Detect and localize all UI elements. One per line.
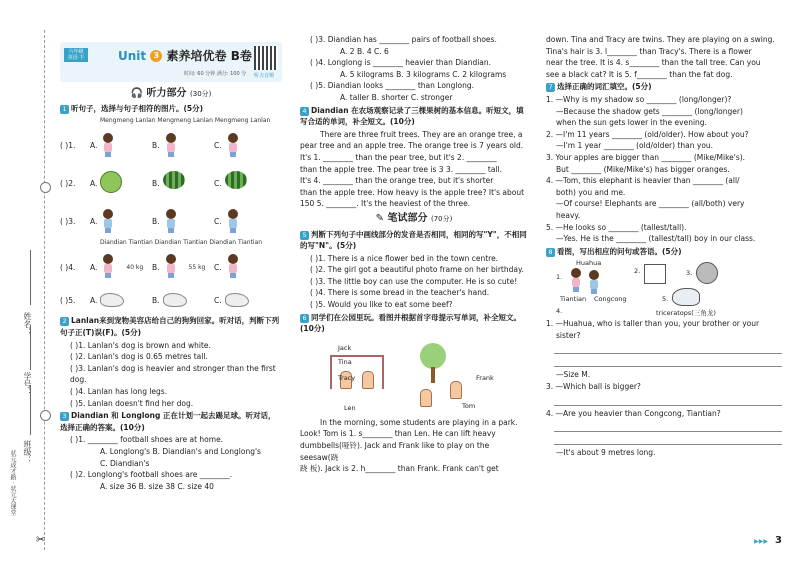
girls-picture-icon (100, 133, 116, 157)
answer-slot[interactable]: ( )1. (60, 140, 76, 150)
picture-names: Diandian Tiantian Diandian Tiantian Diandian Tiantian (100, 238, 263, 246)
option-label: B. (152, 262, 160, 272)
choice-option[interactable]: B. Diandian's and Longlong's (152, 446, 261, 456)
tf-item[interactable]: ( )1. Lanlan's dog is brown and white. (70, 340, 211, 350)
fill-item[interactable]: 5. —He looks so ________ (tallest/tall). (546, 222, 687, 232)
choice-option[interactable]: C. 6 (374, 46, 389, 56)
passage-line[interactable]: It's 1. ________ than the pear tree, but it's 2. ________ (300, 152, 497, 162)
choice-option[interactable]: B. size 38 (138, 481, 176, 491)
passage-line: dumbbells(哑铃). Jack and Frank like to play on the seesaw(跷 (300, 441, 490, 462)
answer-slot[interactable]: ( )3. (60, 216, 76, 226)
name-label: 姓名： (23, 312, 32, 336)
qa-line: —Size M. (556, 370, 591, 380)
choice-item[interactable]: ( )3. Diandian has ________ pairs of football shoes. (310, 35, 497, 44)
option-label: B. (152, 216, 160, 226)
choice-item[interactable]: ( )4. Longlong is ________ heavier than Diandian. (310, 58, 492, 68)
exam-variant: B卷 (230, 49, 252, 63)
choice-option[interactable]: C. stronger (410, 92, 453, 102)
question-heading: Lanlan来到宠物美容店给自己的狗狗回家。听对话，判断下列句子正(T)误(F)。(5分) (60, 316, 280, 337)
fill-item[interactable]: —Because the shadow gets ________ (long/longer) (556, 106, 743, 116)
written-title: ✎ 笔试部分 (70分) (375, 212, 453, 224)
picture-names: Mengmeng Lanlan Mengmeng Lanlan Mengmeng Lanlan (100, 117, 271, 125)
written-score: (70分) (430, 214, 453, 223)
passage-line[interactable]: 跷 板). Jack is 2. h________ than Frank. Frank can't get (300, 464, 499, 474)
tree-icon (420, 343, 446, 369)
class-label: 班级： (23, 440, 32, 464)
answer-line[interactable] (554, 343, 782, 354)
qa-line: 3. —Which ball is bigger? (546, 382, 641, 392)
binding-gutter (0, 0, 60, 569)
yn-item[interactable]: ( )1. There is a nice flower bed in the town centre. (310, 253, 499, 263)
scissors-icon: ✂ (36, 533, 46, 546)
answer-line[interactable] (554, 356, 782, 367)
page-arrows-icon: ▶▶▶ (754, 538, 768, 545)
exam-title: 素养培优卷 (166, 49, 227, 63)
ill-label: 1. (556, 273, 563, 282)
choice-option[interactable]: A. 2 (340, 46, 355, 56)
picture-row (60, 203, 282, 241)
answer-slot[interactable]: ( )2. (60, 178, 76, 188)
fill-item: both) you and me. (556, 187, 626, 197)
choice-option[interactable]: B. shorter (371, 92, 409, 102)
tf-item[interactable]: ( )3. Lanlan's dog is heavier and stronger than the first dog. (70, 363, 276, 385)
picture-row (60, 127, 282, 165)
park-label: Frank (476, 373, 494, 382)
fill-item[interactable]: 1. —Why is my shadow so ________ (long/longer)? (546, 94, 732, 104)
choice-item[interactable]: ( )5. Diandian looks ________ than Longlong. (310, 81, 474, 91)
qr-note: 听力音频 (254, 73, 275, 79)
option-label: C. (214, 262, 222, 272)
binding-hole (40, 410, 51, 421)
watermelon-icon (225, 171, 247, 189)
tf-item[interactable]: ( )2. Lanlan's dog is 0.65 metres tall. (70, 352, 208, 362)
ill-label: Huahua (576, 259, 602, 268)
unit-title (118, 47, 252, 64)
fill-item: when the sun gets lower in the evening. (556, 118, 707, 128)
ill-label: 4. (556, 307, 563, 316)
q8-illustration (546, 258, 782, 318)
answer-line[interactable] (554, 434, 782, 445)
fill-item[interactable]: —Of course! Elephants are ________ (all/both) very (556, 199, 745, 209)
choice-option[interactable]: B. 4 (356, 46, 372, 56)
park-label: Jack (338, 343, 352, 352)
option-label: B. (152, 295, 160, 305)
passage-line[interactable]: than the apple tree. The pear tree is 3 3. ________ tall. (300, 164, 502, 174)
picture-row (60, 286, 282, 314)
ill-label: 3. (686, 269, 693, 278)
passage-line[interactable]: near the tree. It is 4. s________ than the tall tree. Can you (546, 58, 761, 68)
page-number: 3 (775, 535, 782, 546)
passage-line: In the morning, some students are playing in a park. (320, 417, 518, 427)
triceratops-icon (672, 288, 700, 306)
qa-line: 4. —Are you heavier than Congcong, Tiantian? (546, 408, 721, 418)
question-number: 4 (300, 107, 309, 116)
choice-options (60, 446, 282, 458)
number-line (30, 325, 31, 370)
answer-line[interactable] (554, 421, 782, 432)
choice-options (60, 481, 282, 493)
tshirt-icon (644, 264, 666, 284)
yn-item[interactable]: ( )2. The girl got a beautiful photo frame on her birthday. (310, 265, 524, 275)
class-line (30, 385, 31, 435)
ill-label: Congcong (594, 295, 627, 304)
shoes-icon (163, 293, 187, 307)
choice-option[interactable]: A. taller (340, 92, 370, 102)
passage-line: down. Tina and Tracy are twins. They are playing on a swing. (546, 35, 775, 44)
name-line (30, 250, 31, 305)
child-icon (100, 254, 116, 278)
number-label: 学号： (23, 372, 32, 396)
passage-line[interactable]: see a black cat? It is 5. f________ than the fat dog. (546, 69, 733, 79)
fill-item[interactable]: —I'm 1 year ________ (old/older) than you. (556, 141, 714, 151)
watermelon-icon (163, 171, 185, 189)
choice-item[interactable]: ( )1. ________ football shoes are at home. (70, 435, 224, 445)
answer-slot[interactable]: ( )5. (60, 295, 76, 305)
passage-line[interactable]: Look! Tom is 1. s________ than Len. He can lift heavy (300, 429, 496, 439)
option-label: A. (90, 262, 98, 272)
choice-item[interactable]: ( )2. Longlong's football shoes are ________. (70, 470, 233, 480)
park-label: Len (344, 403, 356, 412)
choice-option[interactable]: B. 3 kilograms (396, 69, 450, 79)
choice-options (300, 69, 528, 81)
choice-option[interactable]: C. 2 kilograms (452, 69, 507, 79)
cut-line (44, 30, 45, 550)
question-number: 5 (300, 231, 309, 240)
passage-line: pear tree and an apple tree. The orange tree is 7 years old. (300, 141, 524, 151)
ill-label: 2. (634, 267, 641, 276)
ill-label: Tiantian (560, 295, 587, 304)
question-heading: 判断下列句子中画线部分的发音是否相同，相同的写"Y"，不相同的写"N"。(5分) (300, 229, 527, 251)
question-number: 8 (546, 248, 555, 257)
unit-number: 3 (150, 50, 162, 62)
fill-item[interactable]: 2. —I'm 11 years ________ (old/older). How about you? (546, 129, 749, 139)
weight-label: 55 kg (188, 263, 206, 271)
question-number: 1 (60, 105, 69, 114)
written-title-text: 笔试部分 (387, 212, 428, 224)
boy-girl-icon (100, 209, 116, 233)
picture-row (60, 165, 282, 203)
park-label: Tracy (338, 373, 356, 382)
girls-picture-icon (163, 133, 179, 157)
choice-options (300, 46, 528, 58)
column-3 (546, 34, 782, 459)
choice-option[interactable]: A. 5 kilograms (340, 69, 394, 79)
choice-option[interactable]: C. size 40 (177, 481, 214, 491)
yn-item[interactable]: ( )4. There is some bread in the teacher's hand. (310, 288, 490, 298)
question-number: 6 (300, 314, 309, 323)
choice-option[interactable]: A. Longlong's (100, 446, 151, 456)
option-label: A. (90, 140, 98, 150)
qa-line: 1. —Huahua, who is taller than you, your brother or your (546, 319, 760, 329)
question-number: 3 (60, 412, 69, 421)
column-2 (300, 34, 528, 475)
apple-icon (100, 171, 122, 193)
question-heading: 听句子，选择与句子相符的图片。(5分) (71, 103, 204, 113)
picture-row (60, 248, 282, 286)
ill-label: 5. (662, 295, 669, 304)
option-label: A. (90, 295, 98, 305)
column-1 (60, 86, 282, 492)
weight-label: 40 kg (126, 263, 144, 271)
boy-girl-icon (225, 209, 241, 233)
qa-line: —It's about 9 metres long. (556, 448, 656, 458)
fill-item: heavy. (556, 210, 581, 220)
passage-line[interactable]: 150 5. ________. It's the heaviest of the three. (300, 199, 471, 209)
child-figure (420, 389, 432, 407)
binding-hole (40, 182, 51, 193)
fill-item[interactable]: But ________ (Mike/Mike's) has bigger oranges. (556, 164, 730, 174)
listening-title: 🎧 听力部分 (30分) (130, 88, 212, 99)
yn-item[interactable]: ( )3. The little boy can use the computer. He is so cute! (310, 276, 518, 286)
tree-trunk (431, 367, 435, 383)
qr-code-icon[interactable] (254, 46, 278, 70)
fill-item[interactable]: 4. —Tom, this elephant is heavier than ________ (all/ (546, 176, 740, 186)
listening-score: (30分) (190, 90, 212, 98)
ill-label: triceratops(三角龙) (656, 309, 716, 318)
fill-item[interactable]: —Yes. He is the ________ (tallest/tall) boy in our class. (556, 234, 756, 244)
basketball-icon (696, 262, 718, 284)
answer-line[interactable] (554, 395, 782, 406)
choice-option[interactable]: A. size 36 (100, 481, 137, 491)
exam-meta: 时间: 60 分钟 满分: 100 分 (184, 71, 247, 77)
option-label: C. (214, 140, 222, 150)
shoes-icon (100, 293, 124, 307)
fill-item[interactable]: 3. Your apples are bigger than ________ (Mike/Mike's). (546, 152, 746, 162)
option-label: C. (214, 178, 222, 188)
listening-title-text: 听力部分 (146, 88, 187, 99)
unit-word: Unit (118, 49, 147, 63)
child-icon (225, 254, 241, 278)
choice-options (300, 92, 528, 104)
brand-text: 状元成才路 · 状元大课堂 (9, 450, 16, 516)
qa-line: sister? (556, 330, 581, 340)
question-heading: 看图，写出相应的问句或答语。(5分) (557, 246, 682, 256)
passage-line[interactable]: It's 4. ________ than the orange tree, but it's shorter (300, 176, 494, 186)
park-label: Tom (462, 401, 476, 410)
child-icon (568, 268, 584, 292)
tf-item[interactable]: ( )5. Lanlan doesn't find her dog. (70, 398, 194, 408)
child-figure (450, 381, 462, 399)
question-heading: 选择正确的词汇填空。(5分) (557, 82, 652, 92)
passage-line: There are three fruit trees. They are an orange tree, a (320, 129, 523, 139)
question-number: 7 (546, 83, 555, 92)
question-number: 2 (60, 317, 69, 326)
option-label: C. (214, 216, 222, 226)
option-label: B. (152, 178, 160, 188)
option-label: C. (214, 295, 222, 305)
choice-option[interactable]: C. Diandian's (100, 458, 150, 468)
park-label: Tina (338, 357, 352, 366)
girls-picture-icon (225, 133, 241, 157)
park-illustration (300, 337, 528, 415)
option-label: A. (90, 178, 98, 188)
question-heading: Diandian 和 Longlong 正在计划一起去踢足球。听对话，选择正确的答案。(10分) (60, 411, 276, 432)
yn-item[interactable]: ( )5. Would you like to eat some beef? (310, 300, 453, 310)
child-icon (163, 254, 179, 278)
exam-header (60, 42, 282, 82)
option-label: B. (152, 140, 160, 150)
grade-tag: 六年级 英语·下 (64, 48, 88, 62)
child-icon (586, 270, 602, 294)
answer-slot[interactable]: ( )4. (60, 262, 76, 272)
question-heading: Diandian 在农场观察记录了三棵果树的基本信息。听短文，填写合适的单词，补全短文。(10分) (300, 105, 524, 127)
passage-line: than the apple tree. How heavy is the apple tree? It's about (300, 187, 525, 197)
passage-line[interactable]: Tina's hair is 3. l________ than Tracy's. There is a flower (546, 46, 752, 56)
boy-girl-icon (163, 209, 179, 233)
child-figure (362, 371, 374, 389)
question-heading: 同学们在公园里玩。看图并根据首字母提示写单词，补全短文。(10分) (300, 312, 521, 334)
option-label: A. (90, 216, 98, 226)
shoes-icon (225, 293, 249, 307)
tf-item[interactable]: ( )4. Lanlan has long legs. (70, 386, 168, 396)
